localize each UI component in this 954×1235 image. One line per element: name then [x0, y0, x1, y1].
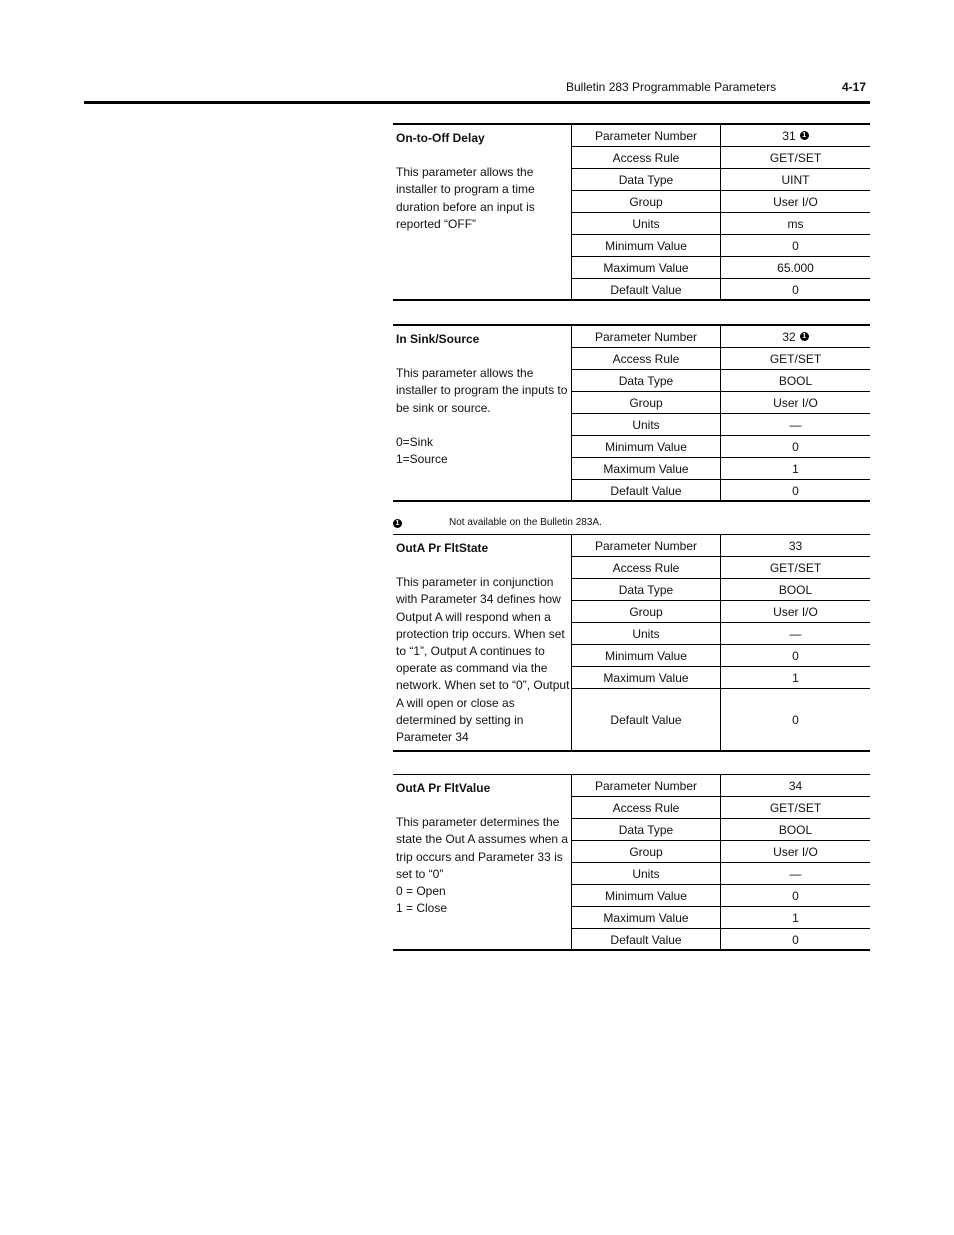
row-label: Maximum Value: [572, 257, 721, 278]
row-value-text: 31: [782, 128, 796, 143]
row-label: Data Type: [572, 169, 721, 190]
row-label: Parameter Number: [572, 326, 721, 347]
param-title: In Sink/Source: [396, 332, 480, 346]
row-value: 0: [792, 648, 799, 663]
footnote: [393, 517, 602, 528]
row-value: User I/O: [773, 844, 818, 859]
row-value: BOOL: [778, 822, 813, 837]
table-row: [572, 370, 870, 392]
row-label: Group: [572, 392, 721, 413]
row-value: BOOL: [778, 582, 813, 597]
row-value: GET/SET: [769, 560, 822, 575]
header-title: Bulletin 283 Programmable Parameters: [566, 80, 777, 94]
row-value: —: [789, 626, 802, 641]
row-value: 0: [792, 439, 799, 454]
param-description: [393, 535, 574, 746]
row-label: Minimum Value: [572, 235, 721, 256]
row-value-text: 32: [782, 329, 796, 344]
row-label: Minimum Value: [572, 436, 721, 457]
row-label: Data Type: [572, 819, 721, 840]
row-label: Default Value: [572, 279, 721, 300]
row-label: Units: [572, 213, 721, 234]
table-row: [572, 623, 870, 645]
row-label: Default Value: [572, 689, 721, 750]
table-row: [572, 147, 870, 169]
table-row: [572, 929, 870, 950]
table-row: [572, 436, 870, 458]
row-label: Access Rule: [572, 557, 721, 578]
row-label: Minimum Value: [572, 885, 721, 906]
param-description-text: This parameter allows the installer to program the inputs to be sink or source.: [396, 366, 568, 415]
table-row: [572, 885, 870, 907]
table-row: [572, 907, 870, 929]
table-row: [572, 279, 870, 300]
table-row: [572, 169, 870, 191]
row-value: —: [789, 417, 802, 432]
row-label: Default Value: [572, 480, 721, 501]
table-row: [572, 213, 870, 235]
row-label: Access Rule: [572, 797, 721, 818]
param-block-32: [393, 324, 870, 502]
row-value: 0: [792, 483, 799, 498]
row-label: Access Rule: [572, 147, 721, 168]
row-value: BOOL: [778, 373, 813, 388]
row-value: UINT: [781, 172, 810, 187]
row-value: GET/SET: [769, 351, 822, 366]
table-row: [572, 535, 870, 557]
param-table: [571, 535, 870, 750]
param-table: [571, 326, 870, 500]
row-value: [721, 125, 870, 146]
row-label: Units: [572, 623, 721, 644]
row-label: Maximum Value: [572, 458, 721, 479]
row-label: Access Rule: [572, 348, 721, 369]
row-label: Maximum Value: [572, 907, 721, 928]
row-value: 0: [792, 712, 799, 727]
footnote-marker-icon: 1: [393, 519, 402, 528]
footnote-marker-icon: 1: [800, 131, 809, 140]
row-value: User I/O: [773, 395, 818, 410]
row-label: Group: [572, 601, 721, 622]
table-row: [572, 235, 870, 257]
table-row: [572, 797, 870, 819]
row-label: Maximum Value: [572, 667, 721, 688]
table-row: [572, 557, 870, 579]
row-value: User I/O: [773, 604, 818, 619]
param-block-33: [393, 534, 870, 752]
row-value: GET/SET: [769, 800, 822, 815]
row-label: Group: [572, 191, 721, 212]
table-row: [572, 257, 870, 279]
param-block-34: [393, 774, 870, 951]
param-title: OutA Pr FltState: [396, 541, 489, 555]
param-description-text: This parameter allows the installer to program a time duration before an input is reported “OFF”: [396, 165, 535, 231]
table-row: [572, 480, 870, 501]
row-value: ms: [787, 216, 804, 231]
row-label: Parameter Number: [572, 775, 721, 796]
table-row: [572, 667, 870, 689]
row-value: User I/O: [773, 194, 818, 209]
row-label: Data Type: [572, 370, 721, 391]
table-row: [572, 348, 870, 370]
param-description: [393, 125, 574, 233]
row-value: 1: [792, 910, 799, 925]
row-value: 0: [792, 888, 799, 903]
param-title: OutA Pr FltValue: [396, 781, 491, 795]
param-table: [571, 125, 870, 299]
row-label: Units: [572, 863, 721, 884]
table-row: [572, 601, 870, 623]
table-row: [572, 819, 870, 841]
row-value: 34: [788, 778, 803, 793]
row-value: [721, 326, 870, 347]
param-title: On-to-Off Delay: [396, 131, 485, 145]
param-block-31: [393, 123, 870, 301]
row-label: Default Value: [572, 929, 721, 950]
row-label: Parameter Number: [572, 125, 721, 146]
table-row: [572, 863, 870, 885]
page-number: 4-17: [842, 80, 867, 94]
table-row: [572, 579, 870, 601]
row-value: 65.000: [777, 260, 814, 275]
param-description: [393, 775, 574, 917]
row-label: Minimum Value: [572, 645, 721, 666]
param-description-text: This parameter determines the state the Out A assumes when a trip occurs and Parameter 33 is set to “0” 0 = Open 1 = Close: [396, 815, 569, 916]
table-row: [572, 458, 870, 480]
table-row: [572, 775, 870, 797]
param-values-legend: 0=Sink 1=Source: [396, 434, 448, 467]
param-description-text: This parameter in conjunction with Parameter 34 defines how Output A will respond when a protection trip occurs. When set to “1”, Output A continues to operate as command via the network. When set to “0”, Output A will open or close as determined by setting in Parameter 34: [396, 575, 570, 745]
footnote-text: Not available on the Bulletin 283A.: [449, 517, 602, 528]
table-row: [572, 841, 870, 863]
row-value: 0: [792, 282, 799, 297]
row-value: —: [789, 866, 802, 881]
row-value: 1: [792, 461, 799, 476]
row-label: Parameter Number: [572, 535, 721, 556]
table-row: [572, 392, 870, 414]
table-row: [572, 414, 870, 436]
row-label: Data Type: [572, 579, 721, 600]
table-row: [572, 125, 870, 147]
param-description: [393, 326, 574, 468]
table-row: [572, 191, 870, 213]
row-value: 0: [792, 932, 799, 947]
param-table: [571, 775, 870, 949]
table-row: [572, 689, 870, 750]
row-value: 33: [788, 538, 803, 553]
row-value: GET/SET: [769, 150, 822, 165]
footnote-marker-icon: 1: [800, 332, 809, 341]
row-value: 1: [792, 670, 799, 685]
row-label: Group: [572, 841, 721, 862]
table-row: [572, 326, 870, 348]
row-label: Units: [572, 414, 721, 435]
header-rule: [84, 101, 870, 104]
table-row: [572, 645, 870, 667]
row-value: 0: [792, 238, 799, 253]
